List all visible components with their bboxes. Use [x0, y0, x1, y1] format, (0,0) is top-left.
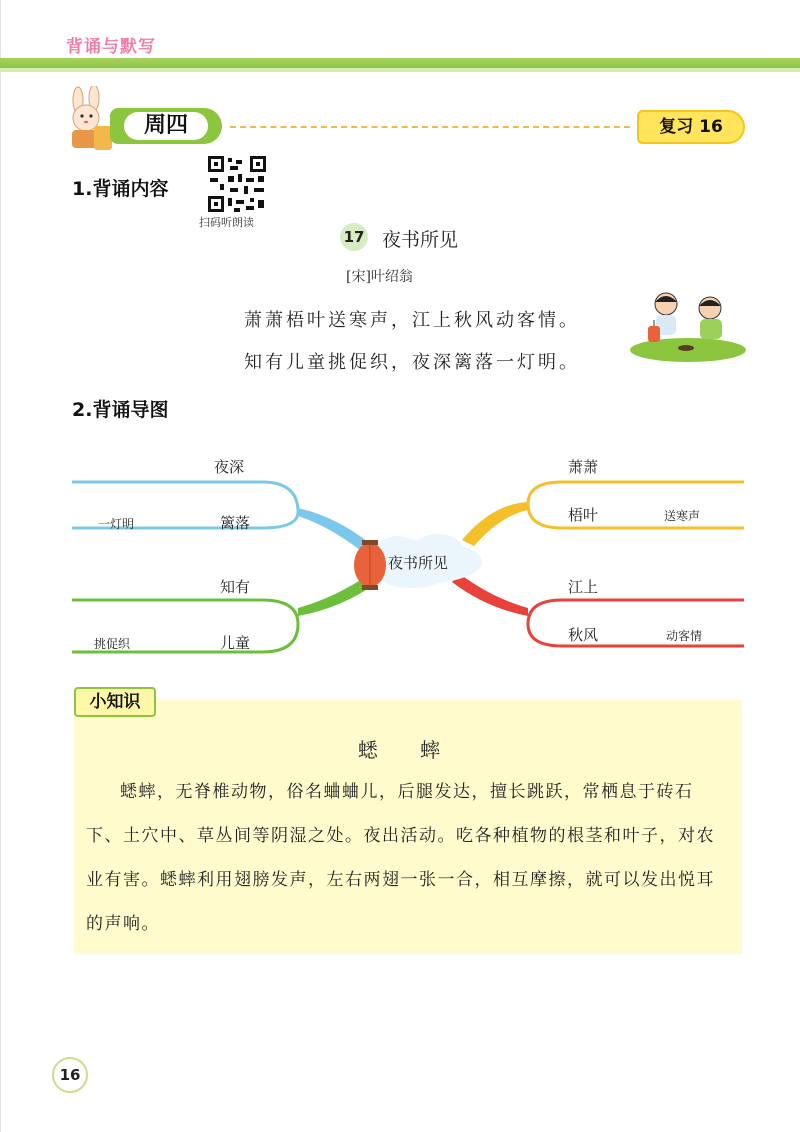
header-bar-shade [0, 68, 800, 72]
knowledge-title: 蟋 蟀 [357, 738, 459, 762]
mm-left-bottom-sub: 儿童 [220, 634, 251, 652]
qr-code-icon[interactable] [206, 154, 268, 214]
mm-right-top-sub: 梧叶 [568, 506, 599, 524]
lesson-number: 17 [340, 223, 368, 251]
poem-author: [宋]叶绍翁 [346, 269, 413, 285]
mm-left-bottom-leaf: 挑促织 [94, 637, 131, 651]
mm-right-bottom-leaf: 动客情 [666, 629, 703, 643]
mm-left-top-leaf: 一灯明 [98, 517, 135, 531]
bunny-mascot-icon [64, 86, 116, 152]
mm-right-top-main: 萧萧 [568, 458, 599, 476]
poem-line-2: 知有儿童挑促织，夜深篱落一灯明。 [244, 352, 580, 373]
dashed-divider [230, 126, 630, 128]
poem-title: 夜书所见 [382, 229, 459, 251]
mm-left-top-main: 夜深 [214, 458, 245, 476]
page-number: 16 [52, 1057, 88, 1093]
knowledge-body: 蟋蟀，无脊椎动物，俗名蛐蛐儿，后腿发达，擅长跳跃，常栖息于砖石下、土穴中、草丛间等阴湿之处。夜出活动。吃各种植物的根茎和叶子，对农业有害。蟋蟀利用翅膀发声，左右两翅一张一合，相互摩擦，就可以发出悦耳的声响。 [86, 782, 715, 934]
day-label: 周四 [124, 112, 208, 140]
mm-right-bottom-main: 江上 [568, 578, 599, 596]
poem-line-1: 萧萧梧叶送寒声，江上秋风动客情。 [244, 310, 580, 331]
mm-right-top-leaf: 送寒声 [664, 509, 701, 523]
section-heading-recite: 1.背诵内容 [72, 178, 169, 200]
review-badge: 复习 16 [637, 110, 745, 144]
mm-left-bottom-main: 知有 [220, 578, 251, 596]
mind-map [72, 448, 752, 668]
knowledge-tab: 小知识 [74, 687, 156, 717]
connector-right-bottom [452, 574, 528, 616]
mm-right-bottom-sub: 秋风 [568, 626, 599, 644]
children-illustration-icon [626, 290, 748, 362]
branch-right-bottom [528, 600, 744, 646]
branch-right-top [528, 482, 744, 528]
qr-caption: 扫码听朗读 [199, 216, 254, 229]
header-bar [0, 58, 800, 68]
mm-center: 夜书所见 [388, 554, 449, 572]
running-header: 背诵与默写 [66, 37, 156, 57]
connector-right-top [462, 502, 528, 546]
mm-left-top-sub: 篱落 [220, 514, 251, 532]
section-heading-mindmap: 2.背诵导图 [72, 399, 169, 421]
